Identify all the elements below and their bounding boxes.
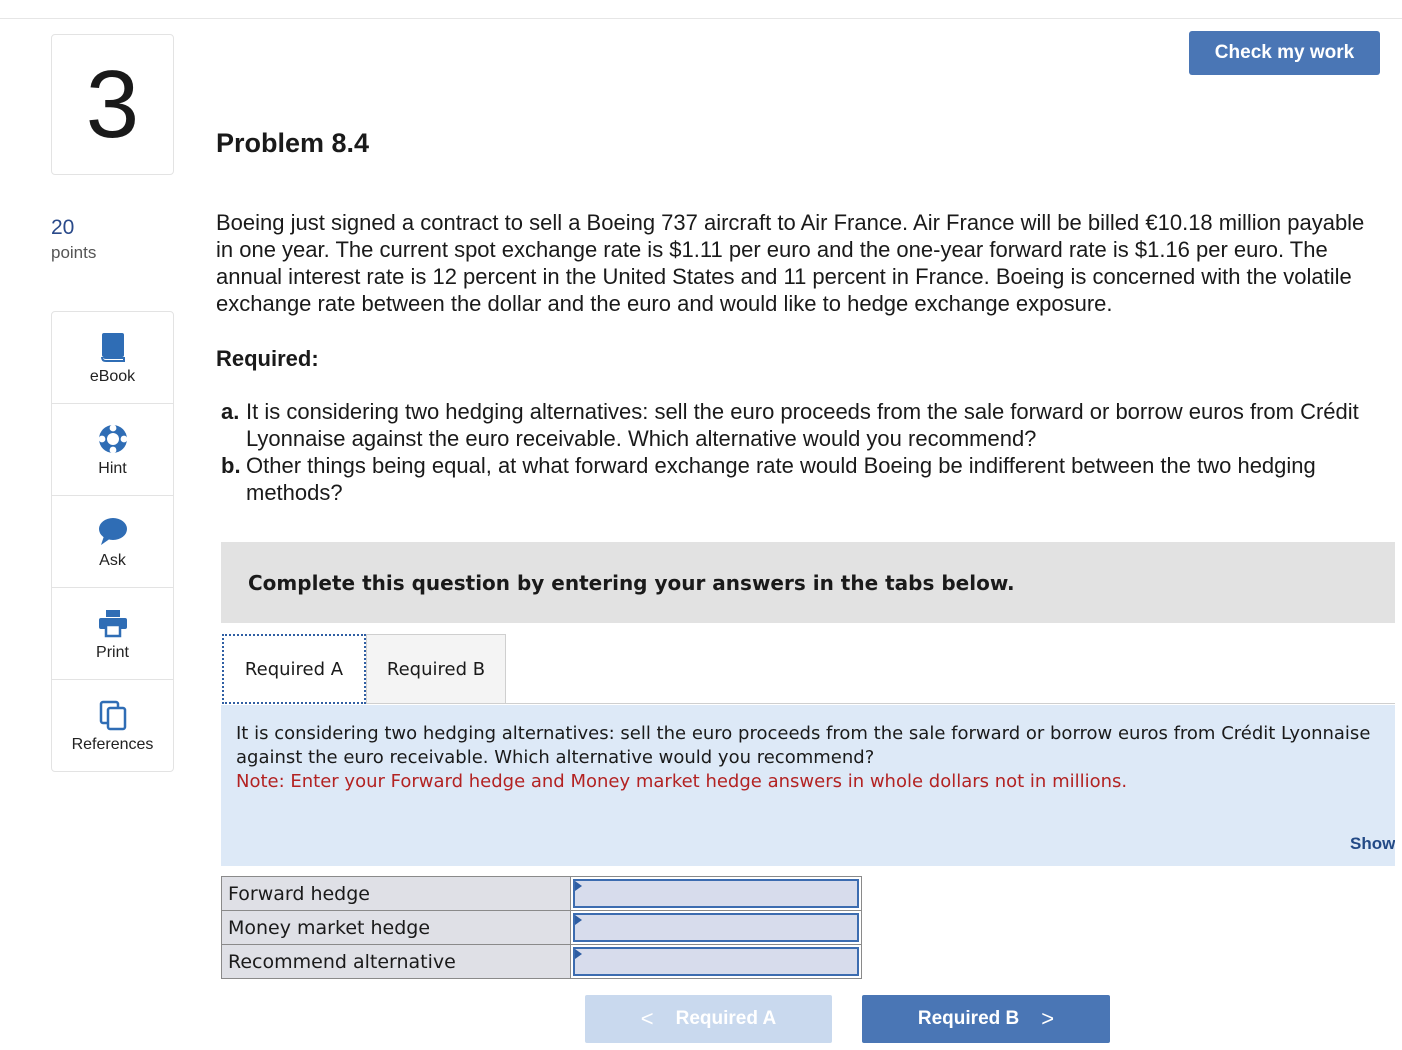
next-required-b-button[interactable]: [862, 995, 1110, 1043]
tool-label: Hint: [98, 460, 127, 477]
input-marker-icon: [575, 915, 582, 925]
item-text: Other things being equal, at what forward exchange rate would Boeing be indifferent between the two hedging methods?: [246, 453, 1316, 505]
prev-label: Required A: [675, 1008, 777, 1029]
prev-required-a-button[interactable]: [585, 995, 832, 1043]
instructions-banner: Complete this question by entering your answers in the tabs below.: [221, 542, 1395, 623]
question-panel: [221, 705, 1395, 866]
points-box: [51, 214, 96, 264]
table-row: [222, 945, 862, 979]
panel-note: Note: Enter your Forward hedge and Money market hedge answers in whole dollars not in millions.: [236, 771, 1128, 792]
problem-text: Boeing just signed a contract to sell a Boeing 737 aircraft to Air France. Air France will be billed €10.18 million payable in one year. The current spot exchange rate is $1.11 per euro and the one-year forward rate is $1.16 per euro. The annual interest rate is 12 percent in the United States and 11 percent in France. Boeing is concerned with the volatile exchange rate between the dollar and the euro and would like to hedge exchange exposure.: [216, 210, 1365, 316]
money-market-hedge-cell: [570, 911, 861, 945]
item-letter: b.: [221, 453, 241, 478]
table-row: [222, 877, 862, 911]
tool-print[interactable]: [52, 588, 173, 680]
tool-label: Print: [96, 644, 129, 661]
points-value: 20: [51, 216, 75, 239]
recommend-alternative-cell: [570, 945, 861, 979]
printer-icon: [97, 606, 129, 640]
check-my-work-button[interactable]: Check my work: [1189, 31, 1380, 75]
question-number: 3: [51, 34, 174, 175]
tool-label: References: [71, 736, 154, 753]
tab-divider: [506, 703, 1395, 704]
speech-bubble-icon: [97, 514, 129, 548]
row-label: Money market hedge: [222, 911, 571, 945]
row-label: Forward hedge: [222, 877, 571, 911]
required-item-b: [221, 452, 1391, 506]
answer-table: [221, 876, 862, 979]
next-label: Required B: [917, 1008, 1020, 1029]
tool-ebook[interactable]: [52, 312, 173, 404]
tool-references[interactable]: [52, 680, 173, 772]
tab-required-a[interactable]: Required A: [222, 634, 366, 704]
tool-label: eBook: [89, 368, 136, 385]
book-icon: [97, 330, 129, 364]
money-market-hedge-input[interactable]: [573, 913, 859, 942]
forward-hedge-input[interactable]: [573, 879, 859, 908]
chevron-right-icon: >: [1041, 1006, 1055, 1031]
panel-line-2: against the euro receivable. Which alternative would you recommend?: [236, 747, 875, 768]
tool-hint[interactable]: [52, 404, 173, 496]
required-item-a: [221, 398, 1391, 452]
required-heading: Required:: [216, 346, 319, 371]
forward-hedge-cell: [570, 877, 861, 911]
tab-required-b[interactable]: Required B: [366, 634, 506, 704]
lifebuoy-icon: [97, 422, 129, 456]
problem-title: Problem 8.4: [216, 128, 370, 158]
panel-text: [236, 722, 1395, 794]
chevron-left-icon: <: [640, 1006, 654, 1031]
input-marker-icon: [575, 949, 582, 959]
top-divider: [0, 18, 1402, 19]
tools-panel: [51, 311, 174, 772]
recommend-alternative-select[interactable]: [573, 947, 859, 976]
table-row: [222, 911, 862, 945]
required-list: [221, 398, 1391, 506]
show-work-link[interactable]: Show: [1350, 834, 1395, 853]
tool-ask[interactable]: [52, 496, 173, 588]
row-label: Recommend alternative: [222, 945, 571, 979]
copy-pages-icon: [97, 698, 129, 732]
input-marker-icon: [575, 881, 582, 891]
tool-label: Ask: [99, 552, 126, 569]
item-text: It is considering two hedging alternatives: sell the euro proceeds from the sale forward or borrow euros from Crédit Lyonnaise against the euro receivable. Which alternative would you recommend?: [246, 399, 1359, 451]
item-letter: a.: [221, 399, 240, 424]
panel-line-1: It is considering two hedging alternatives: sell the euro proceeds from the sale forward or borrow euros from Crédit Lyonnaise: [236, 723, 1371, 744]
points-label: points: [51, 243, 97, 262]
